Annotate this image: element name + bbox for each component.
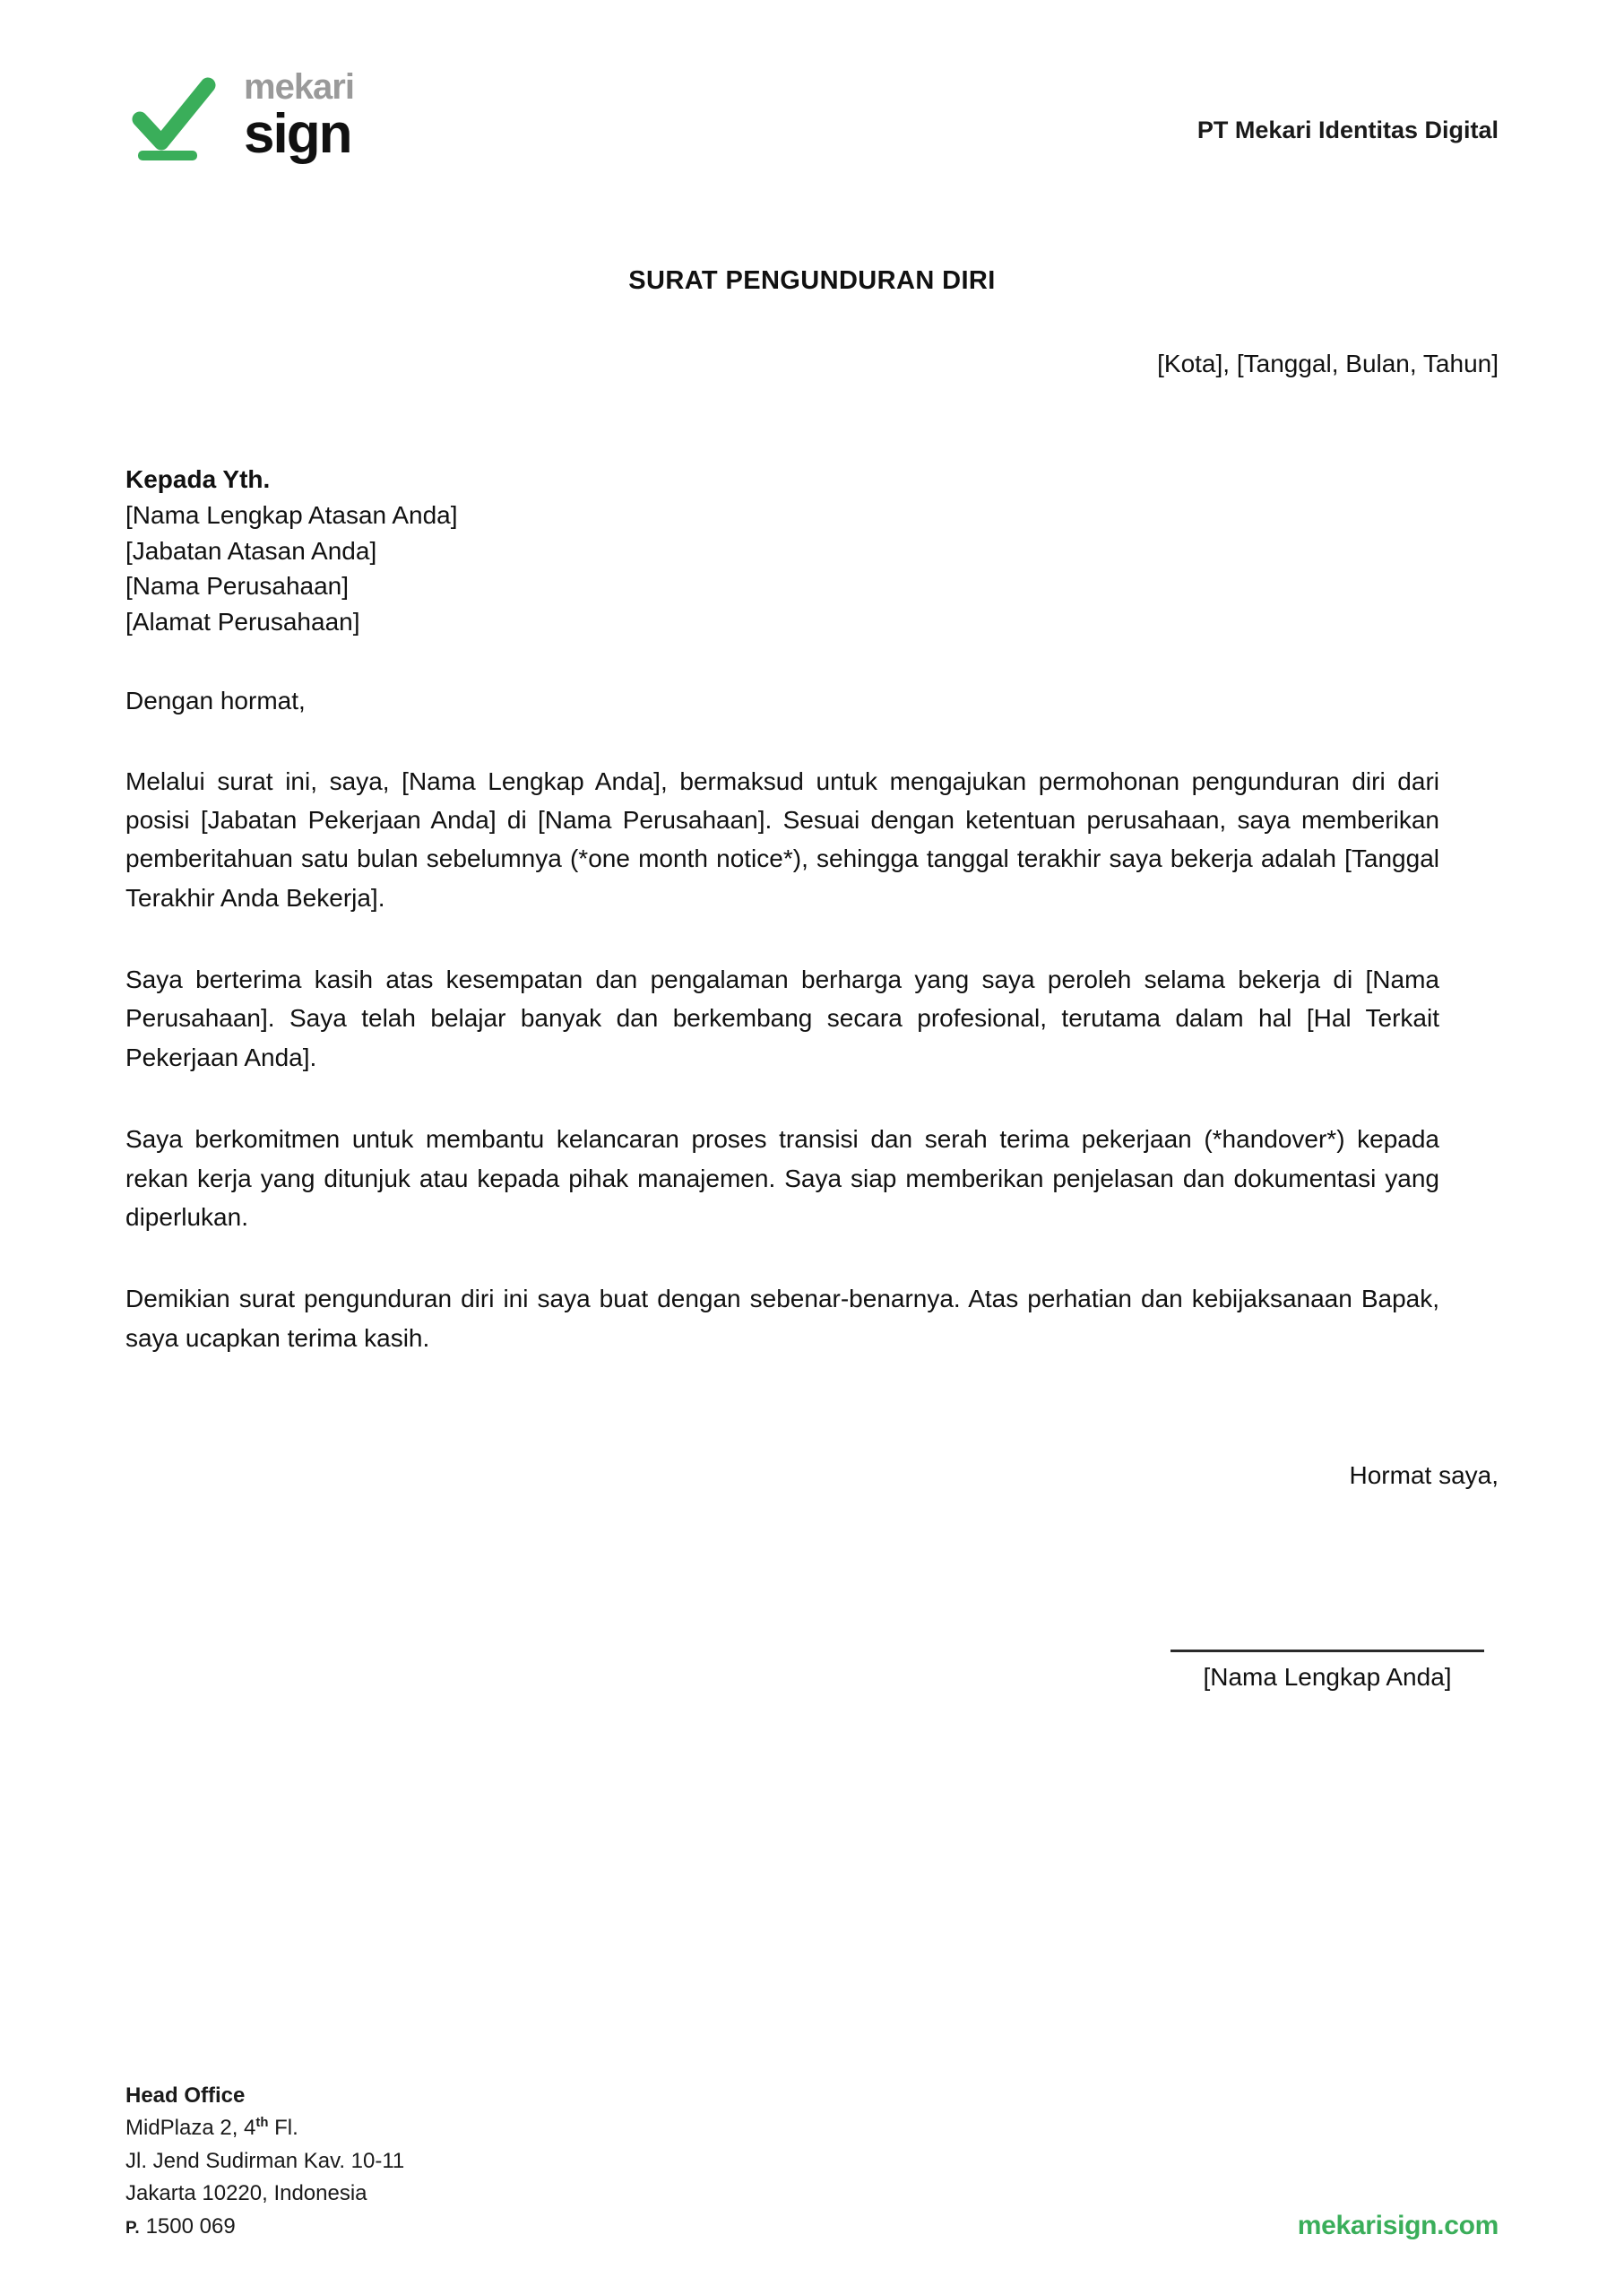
company-name: PT Mekari Identitas Digital [1196,117,1499,143]
office-label: Head Office [125,2083,246,2108]
recipient-line: [Alamat Perusahaan] [125,608,360,636]
logo-word-mekari: mekari [244,67,354,107]
page-footer [125,2055,1499,2243]
recipient-line: [Nama Perusahaan] [125,572,350,601]
page-title: SURAT PENGUNDURAN DIRI [628,266,996,295]
closing-regards: Hormat saya, [1349,1461,1499,1489]
body-paragraph-3: Saya berkomitmen untuk membantu kelancaran proses transisi dan serah terima pekerjaan (*handover*) kepada rekan kerja yang ditunjuk atau kepada pihak manajemen. Saya siap memberikan penjelasan dan dokumentasi yang diperlukan. [125,1125,1439,1232]
address-line-1-suffix: Fl. [268,2116,298,2141]
signature-line [1170,1650,1484,1652]
body-paragraph-4: Demikian surat pengunduran diri ini saya buat dengan sebenar-benarnya. Atas perhatian dan kebijaksanaan Bapak, saya ucapkan terima kasih. [125,1285,1439,1352]
recipient-line: [Nama Lengkap Atasan Anda] [125,500,458,529]
body-paragraph-2: Saya berterima kasih atas kesempatan dan pengalaman berharga yang saya peroleh selama bekerja di [Nama Perusahaan]. Saya telah belajar banyak dan berkembang secara profesional, terutama dalam hal [Hal Terkait Pekerjaan Anda]. [125,966,1439,1071]
signature-block [125,1461,1499,1691]
green-check-underline-icon [125,67,222,164]
website-link[interactable]: mekarisign.com [1297,2211,1499,2240]
phone-line [125,2211,404,2243]
logo-word-sign: sign [244,103,351,165]
address-line-3: Jakarta 10220, Indonesia [125,2181,367,2206]
mekari-sign-logo [125,67,354,164]
phone-prefix-label: P. [125,2218,140,2238]
body-paragraph-1: Melalui surat ini, saya, [Nama Lengkap Anda], bermaksud untuk mengajukan permohonan pengunduran diri dari posisi [Jabatan Pekerjaan Anda] di [Nama Perusahaan]. Sesuai dengan ketentuan perusahaan, saya memberikan pemberitahuan satu bulan sebelumnya (*one month notice*), sehingga tanggal terakhir saya bekerja adalah [Tanggal Terakhir Anda Bekerja]. [125,766,1439,912]
phone-number: 1500 069 [145,2213,236,2239]
logo-wordmark [244,67,354,165]
recipient-block [125,462,1439,640]
address-line-1-prefix: MidPlaza 2, 4 [125,2116,256,2141]
letter-body [125,462,1439,1382]
recipient-line: [Jabatan Atasan Anda] [125,536,377,565]
address-line-1-ordinal: th [255,2116,269,2131]
signer-name: [Nama Lengkap Anda] [1203,1663,1452,1691]
address-line-1 [125,2112,404,2144]
address-line-2: Jl. Jend Sudirman Kav. 10-11 [125,2148,405,2173]
date-place-line: [Kota], [Tanggal, Bulan, Tahun] [1157,350,1499,377]
recipient-heading: Kepada Yth. [125,465,271,493]
salutation: Dengan hormat, [125,686,306,714]
page-header [125,67,1499,184]
office-address [125,2080,404,2243]
signature-field[interactable] [1170,1650,1484,1692]
